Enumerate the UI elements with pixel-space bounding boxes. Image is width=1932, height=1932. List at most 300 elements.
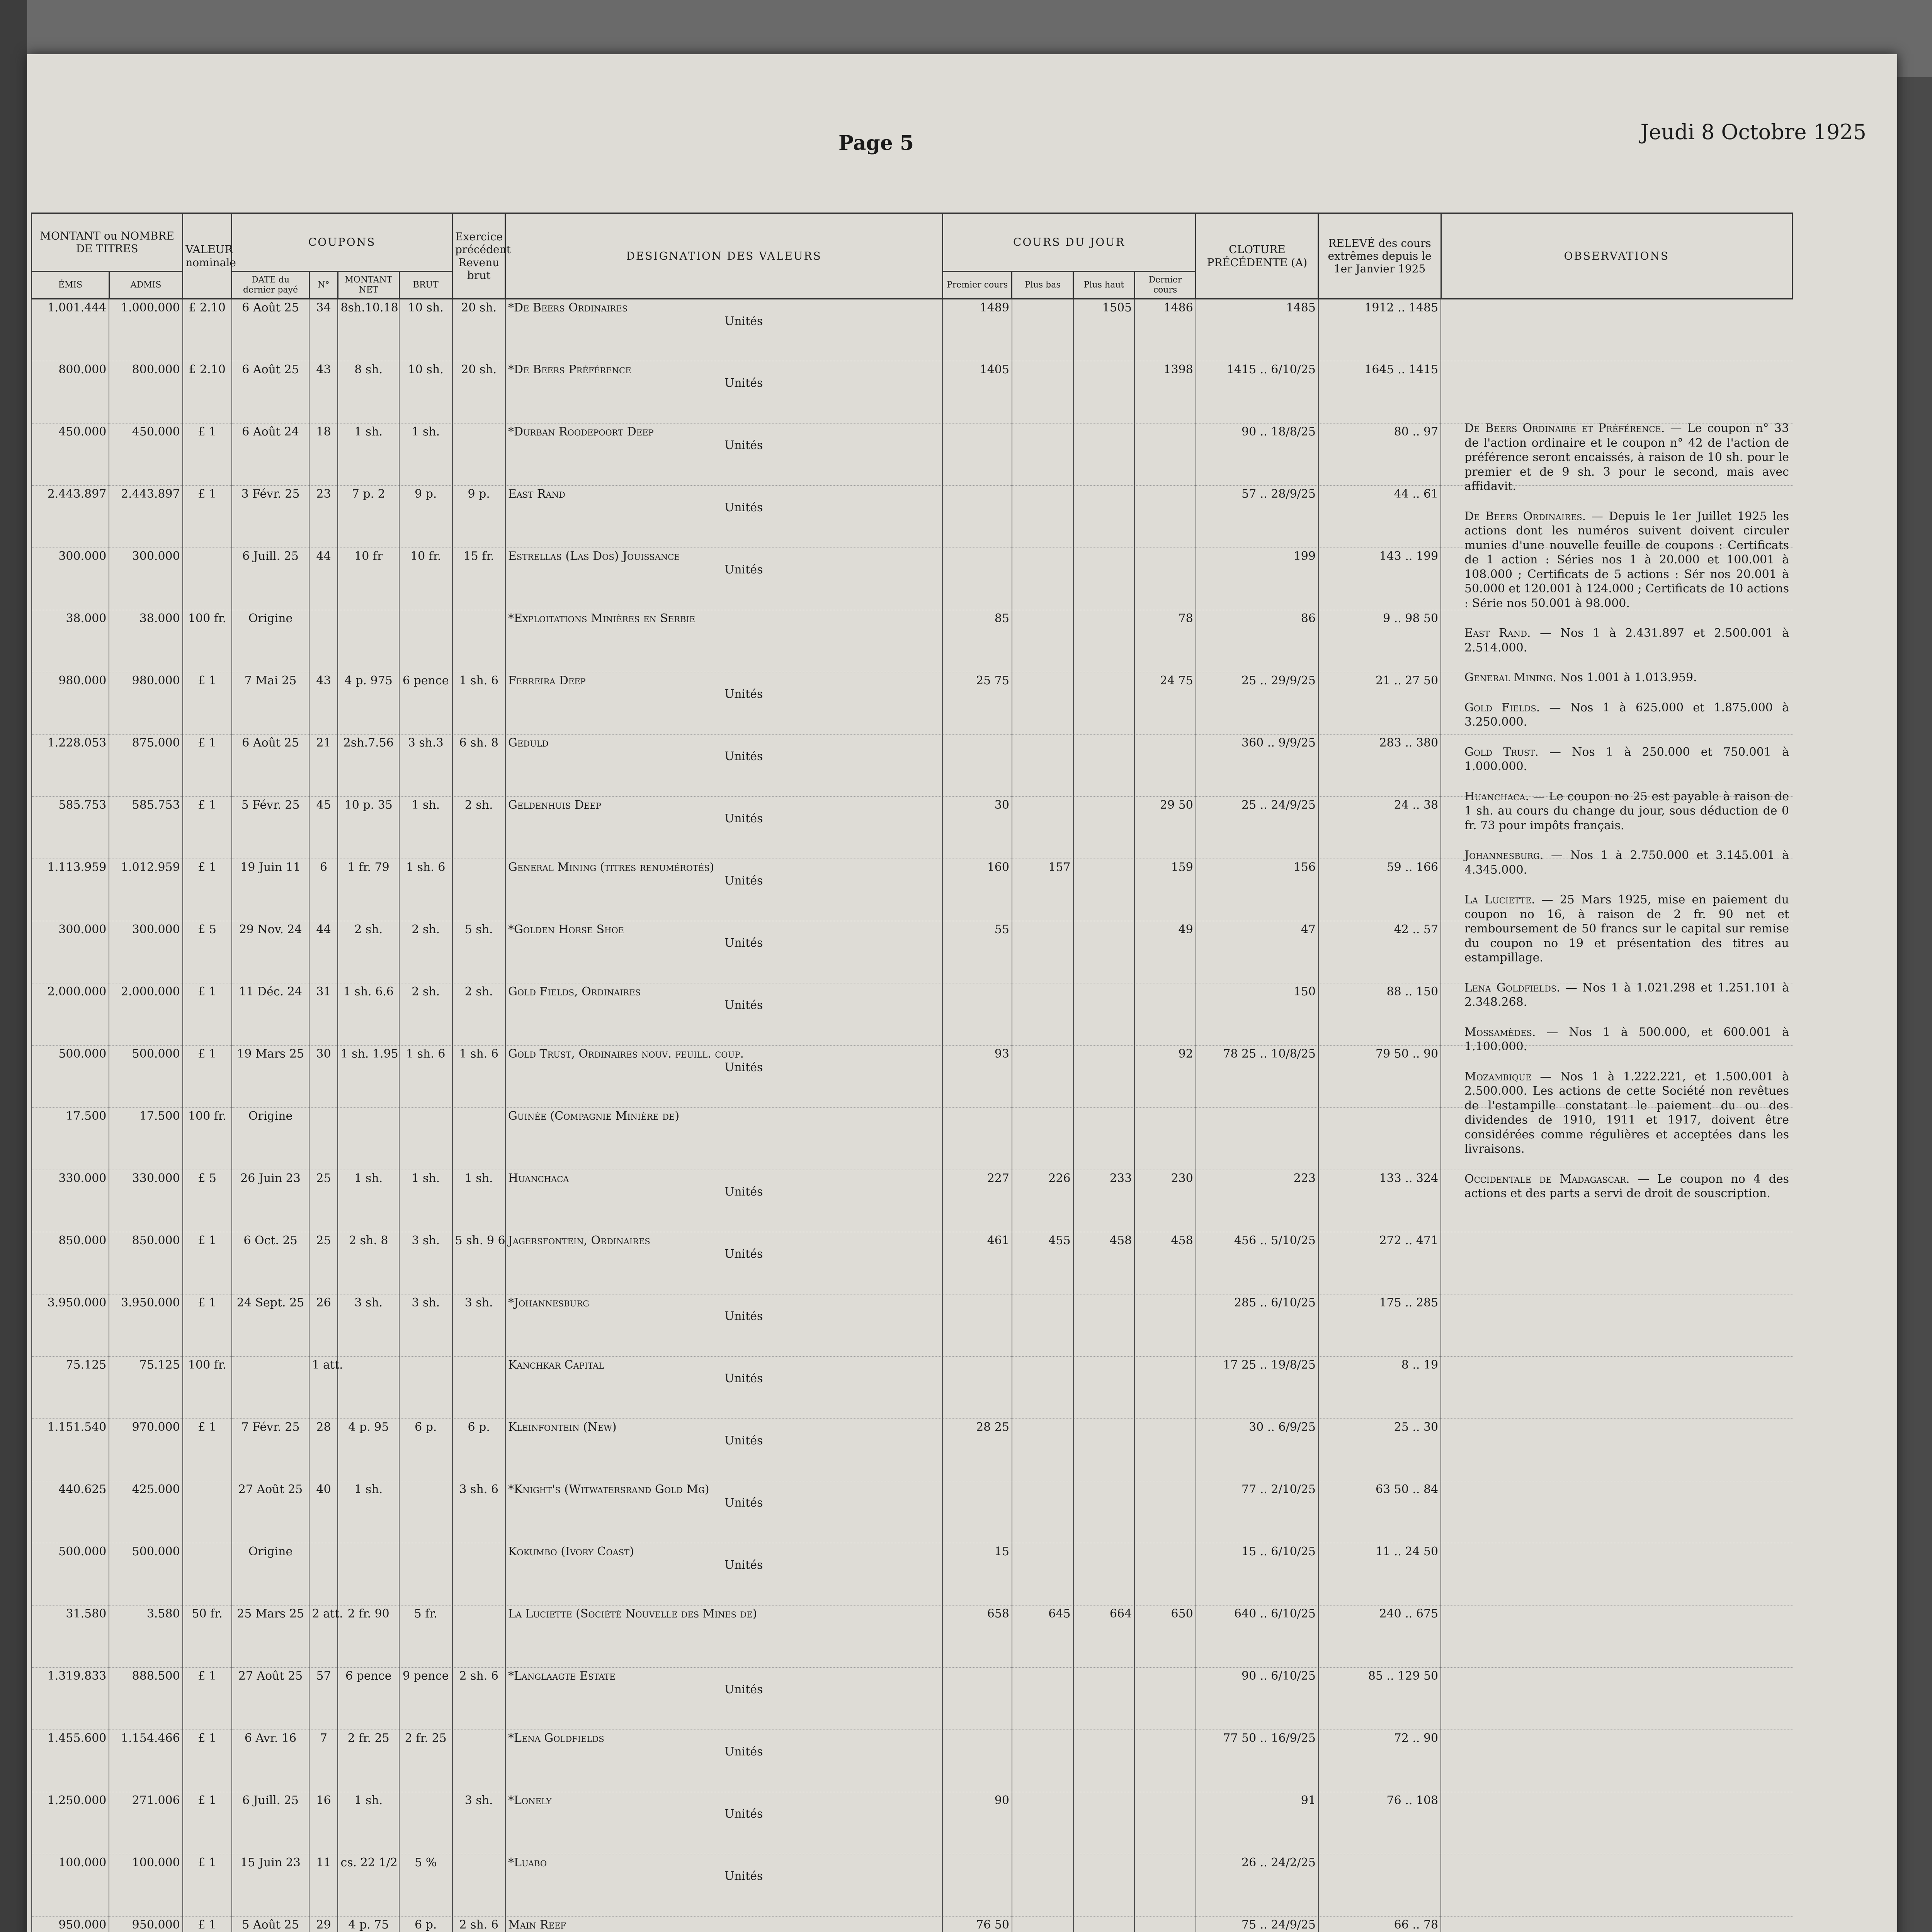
admis-cell: 500.000 [109, 1046, 182, 1108]
net-cell: 2 fr. 25 [338, 1730, 399, 1792]
plus-bas-cell [1012, 423, 1073, 486]
plus-bas-cell [1012, 1543, 1073, 1605]
security-name: Estrellas (Las Dos) Jouissance [508, 549, 680, 563]
admis-cell: 850.000 [109, 1232, 182, 1294]
security-name-cell [505, 486, 942, 548]
admis-cell: 100.000 [109, 1854, 182, 1917]
rev-cell [452, 859, 505, 921]
plus-bas-cell [1012, 797, 1073, 859]
premier-cell [942, 1854, 1012, 1917]
releve-cell: 133 .. 324 [1318, 1170, 1441, 1232]
security-name: *Lena Goldfields [508, 1731, 604, 1745]
security-name: Gold Fields, Ordinaires [508, 985, 641, 998]
emis-cell: 1.228.053 [32, 735, 109, 797]
observation-title: Lena Goldfields. [1464, 981, 1560, 995]
date-cell: 19 Juin 11 [232, 859, 310, 921]
net-cell: 2 fr. 90 [338, 1605, 399, 1668]
security-name-cell [505, 1294, 942, 1357]
date-cell: 27 Août 25 [232, 1668, 310, 1730]
net-cell [338, 1108, 399, 1170]
brut-cell [399, 1792, 452, 1854]
observation-note [1464, 1070, 1789, 1156]
brut-cell [399, 610, 452, 672]
emis-cell: 31.580 [32, 1605, 109, 1668]
emis-cell: 1.001.444 [32, 299, 109, 361]
security-unit: Unités [724, 812, 763, 826]
premier-cell: 55 [942, 921, 1012, 983]
plus-bas-cell [1012, 486, 1073, 548]
dernier-cell: 29 50 [1134, 797, 1196, 859]
no-cell: 57 [309, 1668, 338, 1730]
plus-bas-cell [1012, 735, 1073, 797]
security-name: Kanchkar Capital [508, 1358, 604, 1372]
valeur-cell [183, 1481, 232, 1543]
rev-cell: 3 sh. [452, 1792, 505, 1854]
table-row [32, 1543, 1793, 1605]
plus-bas-cell [1012, 1046, 1073, 1108]
cloture-cell: 90 .. 18/8/25 [1196, 423, 1318, 486]
brut-cell: 1 sh. 6 [399, 1046, 452, 1108]
rev-cell: 3 sh. [452, 1294, 505, 1357]
premier-cell: 160 [942, 859, 1012, 921]
observation-cell [1441, 1605, 1792, 1668]
date-cell: Origine [232, 610, 310, 672]
security-name-cell [505, 1357, 942, 1419]
security-name-cell [505, 1046, 942, 1108]
date-cell: 27 Août 25 [232, 1481, 310, 1543]
no-cell: 45 [309, 797, 338, 859]
security-unit: Unités [724, 315, 763, 328]
cloture-cell: 150 [1196, 983, 1318, 1046]
cloture-cell: 77 50 .. 16/9/25 [1196, 1730, 1318, 1792]
cloture-cell: 30 .. 6/9/25 [1196, 1419, 1318, 1481]
observation-cell [1441, 361, 1792, 423]
observation-text: — Le coupon n° 33 de l'action ordinaire et le coupon n° 42 de l'action de préférence seront encaissés, à raison de 10 sh. pour le premier et de 9 sh. 3 pour le second, mais avec affidavit. [1464, 422, 1789, 493]
brut-cell: 6 p. [399, 1917, 452, 1932]
rev-cell [452, 1357, 505, 1419]
brut-cell: 9 pence [399, 1668, 452, 1730]
security-name: Geldenhuis Deep [508, 798, 601, 812]
no-cell: 2 att. [309, 1605, 338, 1668]
valeur-cell: £ 1 [183, 1917, 232, 1932]
rev-cell: 2 sh. [452, 797, 505, 859]
releve-cell: 283 .. 380 [1318, 735, 1441, 797]
releve-cell: 175 .. 285 [1318, 1294, 1441, 1357]
emis-cell: 38.000 [32, 610, 109, 672]
premier-cell: 25 75 [942, 672, 1012, 735]
observations-column [1464, 421, 1789, 1216]
admis-cell: 970.000 [109, 1419, 182, 1481]
security-unit: Unités [724, 750, 763, 764]
emis-cell: 3.950.000 [32, 1294, 109, 1357]
no-cell: 40 [309, 1481, 338, 1543]
plus-haut-cell: 1505 [1073, 299, 1135, 361]
plus-haut-cell [1073, 610, 1135, 672]
security-name: East Rand [508, 487, 565, 501]
security-name: *Golden Horse Shoe [508, 923, 624, 936]
brut-cell: 1 sh. [399, 423, 452, 486]
rev-cell [452, 1605, 505, 1668]
releve-cell: 11 .. 24 50 [1318, 1543, 1441, 1605]
security-unit: Unités [724, 687, 763, 701]
no-cell: 31 [309, 983, 338, 1046]
observation-title: Gold Trust. [1464, 745, 1539, 759]
admis-cell: 800.000 [109, 361, 182, 423]
premier-cell [942, 1730, 1012, 1792]
date-cell: 6 Août 25 [232, 361, 310, 423]
security-unit: Unités [724, 998, 763, 1012]
valeur-cell: £ 2.10 [183, 299, 232, 361]
issue-date: Jeudi 8 Octobre 1925 [1640, 120, 1866, 144]
rev-cell: 15 fr. [452, 548, 505, 610]
brut-cell: 2 sh. [399, 983, 452, 1046]
plus-bas-cell [1012, 361, 1073, 423]
brut-cell: 2 fr. 25 [399, 1730, 452, 1792]
premier-cell [942, 1108, 1012, 1170]
brut-cell [399, 1481, 452, 1543]
dernier-cell: 650 [1134, 1605, 1196, 1668]
security-name: Guinée (Compagnie Minière de) [508, 1109, 680, 1123]
plus-haut-cell [1073, 361, 1135, 423]
valeur-cell: 100 fr. [183, 1108, 232, 1170]
valeur-cell: £ 1 [183, 1046, 232, 1108]
rev-cell: 1 sh. 6 [452, 1046, 505, 1108]
plus-bas-cell [1012, 610, 1073, 672]
observation-cell [1441, 1357, 1792, 1419]
security-name: Ferreira Deep [508, 674, 586, 687]
cloture-cell: 86 [1196, 610, 1318, 672]
security-name-cell [505, 1792, 942, 1854]
valeur-cell: £ 1 [183, 1232, 232, 1294]
net-cell: 2 sh. 8 [338, 1232, 399, 1294]
cloture-cell: 360 .. 9/9/25 [1196, 735, 1318, 797]
date-cell: 6 Août 25 [232, 735, 310, 797]
premier-cell [942, 548, 1012, 610]
no-cell: 43 [309, 361, 338, 423]
cloture-cell: 1485 [1196, 299, 1318, 361]
plus-haut-cell [1073, 921, 1135, 983]
dernier-cell [1134, 1543, 1196, 1605]
date-cell: 6 Août 24 [232, 423, 310, 486]
emis-cell: 1.319.833 [32, 1668, 109, 1730]
header-no: N° [309, 272, 338, 299]
rev-cell: 20 sh. [452, 299, 505, 361]
dernier-cell: 78 [1134, 610, 1196, 672]
rev-cell: 2 sh. [452, 983, 505, 1046]
cloture-cell: 456 .. 5/10/25 [1196, 1232, 1318, 1294]
header-dernier: Dernier cours [1134, 272, 1196, 299]
no-cell: 11 [309, 1854, 338, 1917]
no-cell: 25 [309, 1170, 338, 1232]
rev-cell [452, 423, 505, 486]
cloture-cell: 26 .. 24/2/25 [1196, 1854, 1318, 1917]
date-cell: 29 Nov. 24 [232, 921, 310, 983]
observation-title: De Beers Ordinaire et Préférence. [1464, 422, 1665, 435]
observation-title: Mozambique [1464, 1070, 1532, 1083]
security-name-cell [505, 1917, 942, 1932]
brut-cell: 3 sh. [399, 1294, 452, 1357]
releve-cell: 63 50 .. 84 [1318, 1481, 1441, 1543]
admis-cell: 300.000 [109, 548, 182, 610]
security-name-cell [505, 1668, 942, 1730]
header-brut: BRUT [399, 272, 452, 299]
brut-cell: 1 sh. [399, 797, 452, 859]
dernier-cell: 1398 [1134, 361, 1196, 423]
rev-cell: 1 sh. 6 [452, 672, 505, 735]
scan-right-edge [1897, 77, 1932, 1932]
admis-cell: 875.000 [109, 735, 182, 797]
net-cell: 1 sh. [338, 1170, 399, 1232]
releve-cell: 42 .. 57 [1318, 921, 1441, 983]
releve-cell: 72 .. 90 [1318, 1730, 1441, 1792]
plus-haut-cell [1073, 548, 1135, 610]
observation-note [1464, 789, 1789, 833]
releve-cell: 21 .. 27 50 [1318, 672, 1441, 735]
security-name-cell [505, 983, 942, 1046]
rev-cell [452, 610, 505, 672]
plus-haut-cell: 233 [1073, 1170, 1135, 1232]
cloture-cell: 640 .. 6/10/25 [1196, 1605, 1318, 1668]
rev-cell: 5 sh. [452, 921, 505, 983]
no-cell: 6 [309, 859, 338, 921]
admis-cell: 585.753 [109, 797, 182, 859]
security-name-cell [505, 735, 942, 797]
security-unit: Unités [724, 1061, 763, 1075]
observation-text: — Nos 1 à 500.000, et 600.001 à 1.100.000. [1464, 1025, 1789, 1053]
observation-cell [1441, 1481, 1792, 1543]
observation-text: — Le coupon no 25 est payable à raison de 1 sh. au cours du change du jour, sous déduction de 0 fr. 73 pour impôts français. [1464, 789, 1789, 832]
date-cell: 24 Sept. 25 [232, 1294, 310, 1357]
cloture-cell: 75 .. 24/9/25 [1196, 1917, 1318, 1932]
valeur-cell: 100 fr. [183, 610, 232, 672]
valeur-cell: 50 fr. [183, 1605, 232, 1668]
table-row [32, 1232, 1793, 1294]
dernier-cell [1134, 983, 1196, 1046]
security-name-cell [505, 1605, 942, 1668]
admis-cell: 1.012.959 [109, 859, 182, 921]
emis-cell: 2.000.000 [32, 983, 109, 1046]
premier-cell: 30 [942, 797, 1012, 859]
security-name-cell [505, 1481, 942, 1543]
valeur-cell: £ 1 [183, 1792, 232, 1854]
emis-cell: 300.000 [32, 921, 109, 983]
net-cell: 3 sh. [338, 1294, 399, 1357]
dernier-cell [1134, 1481, 1196, 1543]
table-row [32, 1294, 1793, 1357]
security-name-cell [505, 610, 942, 672]
dernier-cell [1134, 1854, 1196, 1917]
scan-left-edge [0, 0, 27, 1932]
cloture-cell: 223 [1196, 1170, 1318, 1232]
plus-haut-cell [1073, 672, 1135, 735]
net-cell: 8 sh. [338, 361, 399, 423]
security-name: *De Beers Ordinaires [508, 301, 628, 315]
security-name: Geduld [508, 736, 549, 750]
net-cell: 4 p. 975 [338, 672, 399, 735]
plus-haut-cell [1073, 1481, 1135, 1543]
observation-note [1464, 421, 1789, 494]
observation-title: De Beers Ordinaires. [1464, 509, 1586, 523]
table-row [32, 1730, 1793, 1792]
valeur-cell: £ 1 [183, 1668, 232, 1730]
cloture-cell: 25 .. 29/9/25 [1196, 672, 1318, 735]
rev-cell [452, 1730, 505, 1792]
brut-cell: 2 sh. [399, 921, 452, 983]
date-cell: 7 Mai 25 [232, 672, 310, 735]
table-row [32, 299, 1793, 361]
observation-text: — Nos 1 à 250.000 et 750.001 à 1.000.000. [1464, 745, 1789, 773]
premier-cell [942, 1357, 1012, 1419]
rev-cell: 5 sh. 9 6 [452, 1232, 505, 1294]
dernier-cell: 458 [1134, 1232, 1196, 1294]
emis-cell: 1.113.959 [32, 859, 109, 921]
date-cell: 6 Oct. 25 [232, 1232, 310, 1294]
no-cell: 43 [309, 672, 338, 735]
plus-bas-cell [1012, 1108, 1073, 1170]
security-unit: Unités [724, 1807, 763, 1821]
net-cell: 2 sh. [338, 921, 399, 983]
security-name: Main Reef [508, 1918, 566, 1932]
header-valeur: VALEUR nominale [183, 213, 232, 299]
header-premier: Premier cours [942, 272, 1012, 299]
security-unit: Unités [724, 1247, 763, 1261]
plus-bas-cell: 157 [1012, 859, 1073, 921]
releve-cell: 66 .. 78 [1318, 1917, 1441, 1932]
observation-text: — Nos 1 à 1.222.221, et 1.500.001 à 2.500.000. Les actions de cette Société non revêtues de l'estampille constatant le paiement du ou des dividendes de 1910, 1911 et 1917, doivent être considérées comme régulières et acceptées dans les livraisons. [1464, 1070, 1789, 1156]
dernier-cell [1134, 1294, 1196, 1357]
plus-bas-cell [1012, 1481, 1073, 1543]
admis-cell: 330.000 [109, 1170, 182, 1232]
plus-haut-cell [1073, 1668, 1135, 1730]
premier-cell [942, 735, 1012, 797]
emis-cell: 1.250.000 [32, 1792, 109, 1854]
rev-cell: 3 sh. 6 [452, 1481, 505, 1543]
security-name: Gold Trust, Ordinaires nouv. feuill. coup. [508, 1047, 744, 1061]
cloture-cell: 15 .. 6/10/25 [1196, 1543, 1318, 1605]
security-name: Kokumbo (Ivory Coast) [508, 1545, 634, 1558]
net-cell: 8sh.10.18 [338, 299, 399, 361]
emis-cell: 440.625 [32, 1481, 109, 1543]
no-cell: 34 [309, 299, 338, 361]
no-cell: 44 [309, 921, 338, 983]
date-cell [232, 1357, 310, 1419]
premier-cell [942, 423, 1012, 486]
dernier-cell: 92 [1134, 1046, 1196, 1108]
no-cell: 26 [309, 1294, 338, 1357]
premier-cell [942, 1668, 1012, 1730]
brut-cell: 1 sh. [399, 1170, 452, 1232]
releve-cell: 8 .. 19 [1318, 1357, 1441, 1419]
plus-bas-cell: 455 [1012, 1232, 1073, 1294]
security-name: Kleinfontein (New) [508, 1420, 617, 1434]
admis-cell: 271.006 [109, 1792, 182, 1854]
releve-cell: 1645 .. 1415 [1318, 361, 1441, 423]
releve-cell: 88 .. 150 [1318, 983, 1441, 1046]
valeur-cell: £ 1 [183, 1854, 232, 1917]
plus-bas-cell [1012, 1357, 1073, 1419]
header-plus-bas: Plus bas [1012, 272, 1073, 299]
admis-cell: 1.000.000 [109, 299, 182, 361]
cloture-cell: 156 [1196, 859, 1318, 921]
observation-cell [1441, 1543, 1792, 1605]
brut-cell: 10 sh. [399, 299, 452, 361]
brut-cell: 10 sh. [399, 361, 452, 423]
observation-text: Nos 1.001 à 1.013.959. [1560, 671, 1697, 684]
date-cell: 6 Août 25 [232, 299, 310, 361]
security-unit: Unités [724, 1310, 763, 1323]
observation-note [1464, 981, 1789, 1010]
security-name: *Exploitations Minières en Serbie [508, 612, 696, 625]
admis-cell: 980.000 [109, 672, 182, 735]
emis-cell: 100.000 [32, 1854, 109, 1917]
rev-cell: 6 p. [452, 1419, 505, 1481]
premier-cell: 461 [942, 1232, 1012, 1294]
admis-cell: 950.000 [109, 1917, 182, 1932]
brut-cell: 9 p. [399, 486, 452, 548]
dernier-cell [1134, 1108, 1196, 1170]
security-name-cell [505, 1170, 942, 1232]
cloture-cell: 57 .. 28/9/25 [1196, 486, 1318, 548]
cloture-cell: 1415 .. 6/10/25 [1196, 361, 1318, 423]
dernier-cell [1134, 1917, 1196, 1932]
newspaper-page [27, 54, 1897, 1932]
brut-cell: 3 sh.3 [399, 735, 452, 797]
net-cell: cs. 22 1/2 [338, 1854, 399, 1917]
table-row [32, 1481, 1793, 1543]
emis-cell: 1.455.600 [32, 1730, 109, 1792]
net-cell: 1 sh. [338, 1792, 399, 1854]
plus-haut-cell [1073, 1730, 1135, 1792]
security-name-cell [505, 859, 942, 921]
observation-cell [1441, 1668, 1792, 1730]
valeur-cell: £ 1 [183, 672, 232, 735]
releve-cell: 240 .. 675 [1318, 1605, 1441, 1668]
plus-haut-cell [1073, 1294, 1135, 1357]
premier-cell [942, 1294, 1012, 1357]
table-row [32, 1792, 1793, 1854]
date-cell: 26 Juin 23 [232, 1170, 310, 1232]
cloture-cell: 91 [1196, 1792, 1318, 1854]
header-exercice: Exercice précédent Revenu brut [452, 213, 505, 299]
page-header [27, 116, 1897, 158]
date-cell: 11 Déc. 24 [232, 983, 310, 1046]
rev-cell: 2 sh. 6 [452, 1668, 505, 1730]
net-cell [338, 1543, 399, 1605]
emis-cell: 950.000 [32, 1917, 109, 1932]
header-plus-haut: Plus haut [1073, 272, 1135, 299]
observation-cell [1441, 1730, 1792, 1792]
header-observations: OBSERVATIONS [1441, 213, 1792, 299]
header-releve: RELEVÉ des cours extrêmes depuis le 1er Janvier 1925 [1318, 213, 1441, 299]
plus-haut-cell [1073, 1108, 1135, 1170]
observation-cell [1441, 1792, 1792, 1854]
security-name: *Lonely [508, 1794, 552, 1807]
plus-haut-cell [1073, 983, 1135, 1046]
cloture-cell: 199 [1196, 548, 1318, 610]
security-unit: Unités [724, 936, 763, 950]
valeur-cell: £ 1 [183, 859, 232, 921]
emis-cell: 585.753 [32, 797, 109, 859]
cloture-cell: 47 [1196, 921, 1318, 983]
releve-cell: 25 .. 30 [1318, 1419, 1441, 1481]
observation-cell [1441, 299, 1792, 361]
security-name: *Johannesburg [508, 1296, 589, 1310]
observation-title: La Luciette. [1464, 893, 1535, 906]
no-cell: 28 [309, 1419, 338, 1481]
date-cell: 7 Févr. 25 [232, 1419, 310, 1481]
cloture-cell: 77 .. 2/10/25 [1196, 1481, 1318, 1543]
observation-note [1464, 670, 1789, 685]
